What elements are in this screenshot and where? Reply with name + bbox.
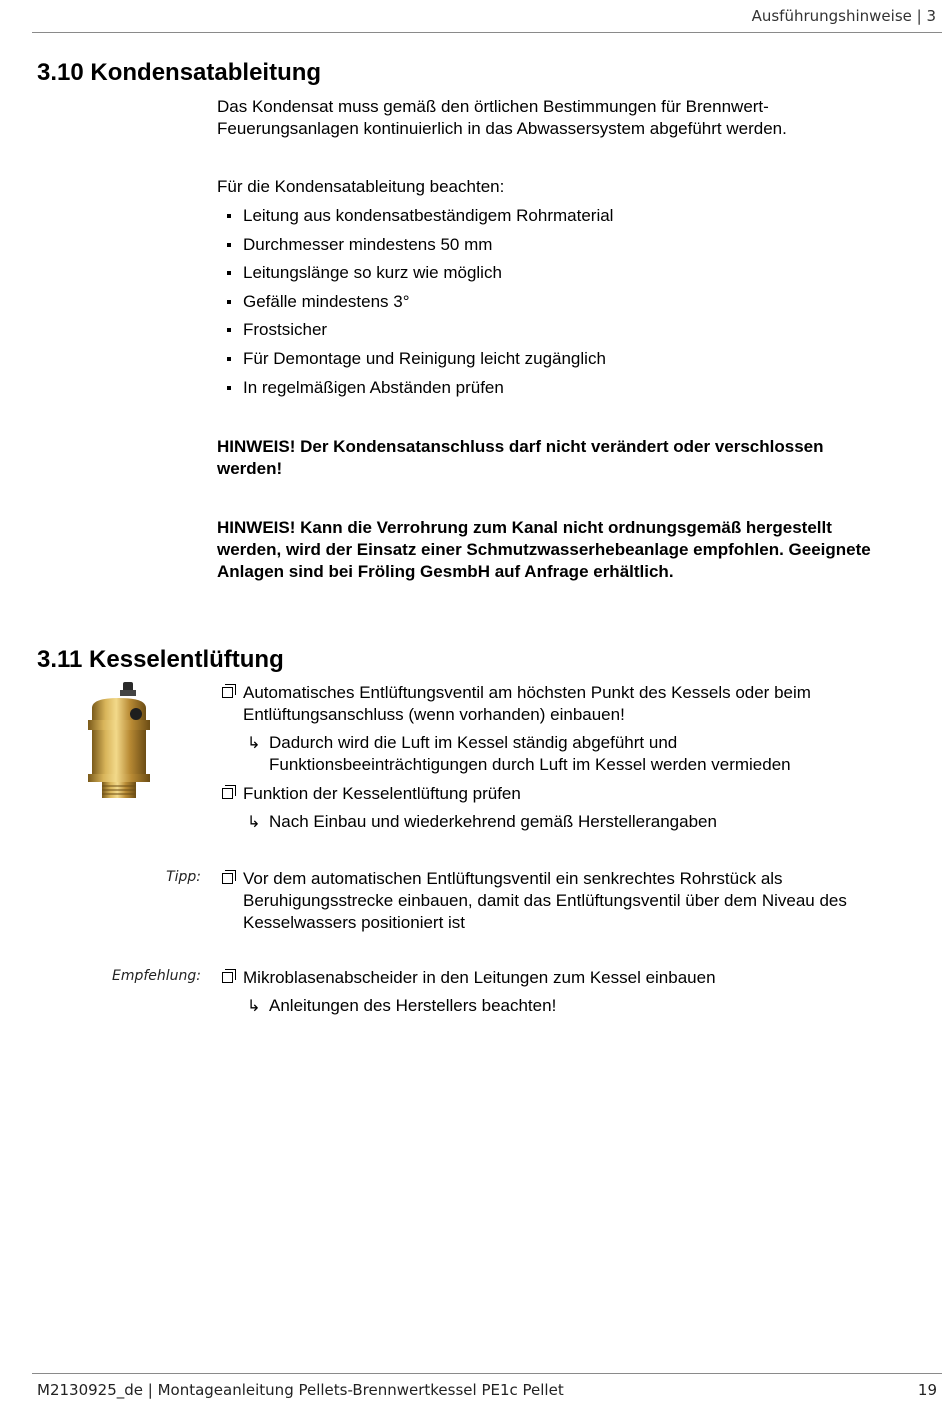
page-number: 19 [917,1381,937,1399]
bullet-icon [227,214,231,218]
notice-1-line-2: werden! [217,459,283,478]
notice-1-line-1: HINWEIS! Der Kondensatanschluss darf nicht verändert oder verschlossen [217,437,824,456]
bullet-icon [227,386,231,390]
list-intro: Für die Kondensatableitung beachten: [217,177,505,196]
tip-label: Tipp: [166,869,201,885]
action-1-line-1: Automatisches Entlüftungsventil am höchsten Punkt des Kessels oder beim [243,683,811,702]
page-header: Ausführungshinweise | 3 [751,7,936,25]
checkbox-icon [222,788,233,799]
bullet-icon [227,328,231,332]
condensate-intro [217,96,927,140]
recommendation-label: Empfehlung: [111,968,201,984]
notice-2-line-1: HINWEIS! Kann die Verrohrung zum Kanal nicht ordnungsgemäß hergestellt [217,518,832,537]
footer-document-title: M2130925_de | Montageanleitung Pellets-Brennwertkessel PE1c Pellet [37,1381,564,1399]
section-title-3-11: 3.11 Kesselentlüftung [37,646,284,673]
intro-line-1: Das Kondensat muss gemäß den örtlichen Bestimmungen für Brennwert- [217,97,769,116]
recommendation-result-text: Anleitungen des Herstellers beachten! [269,996,557,1015]
checkbox-icon [222,972,233,983]
intro-line-2: Feuerungsanlagen kontinuierlich in das Abwassersystem abgeführt werden. [217,119,787,138]
tip-line-1: Vor dem automatischen Entlüftungsventil ein senkrechtes Rohrstück als [243,869,783,888]
bullet-icon [227,243,231,247]
recommendation-block [217,967,927,1017]
list-item: Durchmesser mindestens 50 mm [217,234,927,263]
header-divider [32,32,942,33]
tip-line-3: Kesselwassers positioniert ist [243,913,466,932]
action-step-1 [217,682,927,726]
result-step-1 [217,732,927,776]
condensate-bullet-list [217,205,927,405]
action-1-line-2: Entlüftungsanschluss (wenn vorhanden) einbauen! [243,705,625,724]
bullet-icon [227,300,231,304]
condensate-list-block [217,176,927,405]
list-item: Frostsicher [217,319,927,348]
section-title-3-10: 3.10 Kondensatableitung [37,59,322,86]
result-step-2 [217,811,927,833]
notice-2-line-2: werden, wird der Einsatz einer Schmutzwasserhebeanlage empfohlen. Geeignete [217,540,871,559]
recommendation-text: Mikroblasenabscheider in den Leitungen zum Kessel einbauen [243,968,716,987]
list-item: Leitung aus kondensatbeständigem Rohrmaterial [217,205,927,234]
list-item: In regelmäßigen Abständen prüfen [217,377,927,406]
result-arrow-icon: ↳ [247,812,261,831]
bullet-icon [227,271,231,275]
air-vent-valve-image [78,680,160,800]
recommendation-action [217,967,927,989]
action-step-2 [217,783,927,805]
tip-action [217,868,927,934]
tip-block [217,868,927,934]
notice-2-line-3: Anlagen sind bei Fröling GesmbH auf Anfrage erhältlich. [217,562,674,581]
venting-instructions [217,682,927,833]
result-1-line-1: Dadurch wird die Luft im Kessel ständig abgeführt und [269,733,678,752]
result-arrow-icon: ↳ [247,996,261,1015]
list-item: Leitungslänge so kurz wie möglich [217,262,927,291]
checkbox-icon [222,687,233,698]
bullet-icon [227,357,231,361]
list-item: Gefälle mindestens 3° [217,291,927,320]
result-arrow-icon: ↳ [247,733,261,752]
recommendation-result [217,995,927,1017]
result-2-text: Nach Einbau und wiederkehrend gemäß Herstellerangaben [269,812,717,831]
list-item: Für Demontage und Reinigung leicht zugänglich [217,348,927,377]
action-2-text: Funktion der Kesselentlüftung prüfen [243,784,521,803]
notice-1 [217,436,927,480]
tip-line-2: Beruhigungsstrecke einbauen, damit das Entlüftungsventil über dem Niveau des [243,891,847,910]
notice-2 [217,517,927,583]
result-1-line-2: Funktionsbeeinträchtigungen durch Luft im Kessel werden vermieden [269,755,791,774]
footer-divider [32,1373,942,1374]
checkbox-icon [222,873,233,884]
